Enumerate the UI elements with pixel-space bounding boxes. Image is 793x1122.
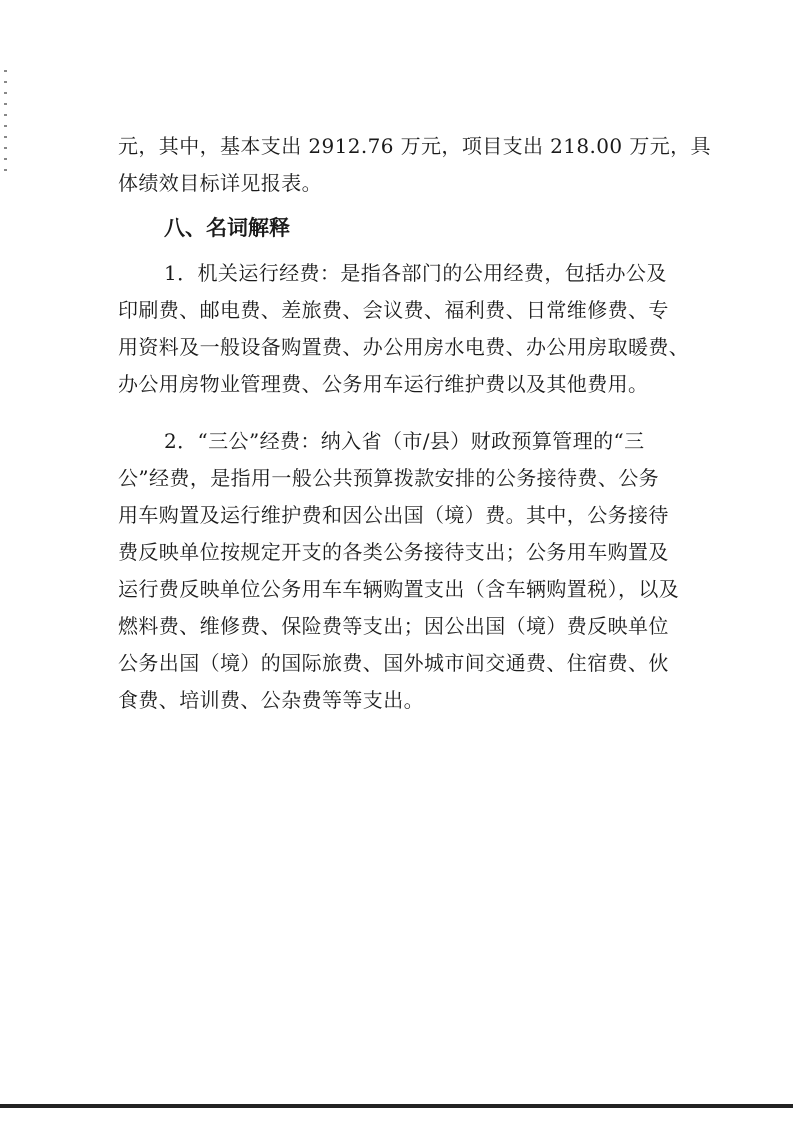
text-line: 2．“三公”经费：纳入省（市/县）财政预算管理的“三	[164, 429, 645, 453]
text-line: 元，其中，基本支出 2912.76 万元，项目支出 218.00 万元，具	[118, 134, 711, 158]
definition-paragraph-1	[118, 255, 708, 403]
text-line: 费反映单位按规定开支的各类公务接待支出；公务用车购置及	[118, 540, 669, 564]
text-line: 用车购置及运行维护费和因公出国（境）费。其中，公务接待	[118, 503, 669, 527]
text-line: 公务出国（境）的国际旅费、国外城市间交通费、住宿费、伙	[118, 651, 669, 675]
text-line: 公”经费，是指用一般公共预算拨款安排的公务接待费、公务	[118, 466, 660, 490]
text-line: 食费、培训费、公杂费等等支出。	[118, 688, 424, 712]
text-line: 1．机关运行经费：是指各部门的公用经费，包括办公及	[164, 261, 667, 285]
text-line: 燃料费、维修费、保险费等支出；因公出国（境）费反映单位	[118, 614, 669, 638]
text-line: 用资料及一般设备购置费、办公用房水电费、办公用房取暖费、	[118, 335, 690, 359]
text-line: 印刷费、邮电费、差旅费、会议费、福利费、日常维修费、专	[118, 298, 669, 322]
text-line: 办公用房物业管理费、公务用车运行维护费以及其他费用。	[118, 372, 649, 396]
definition-paragraph-2	[118, 423, 708, 719]
text-line: 体绩效目标详见报表。	[118, 171, 322, 195]
scan-bottom-edge	[0, 1104, 793, 1108]
text-line: 运行费反映单位公务用车车辆购置支出（含车辆购置税），以及	[118, 577, 680, 601]
section-heading: 八、名词解释	[164, 216, 290, 240]
continuation-paragraph	[118, 128, 711, 202]
scan-margin-marks	[4, 70, 10, 230]
